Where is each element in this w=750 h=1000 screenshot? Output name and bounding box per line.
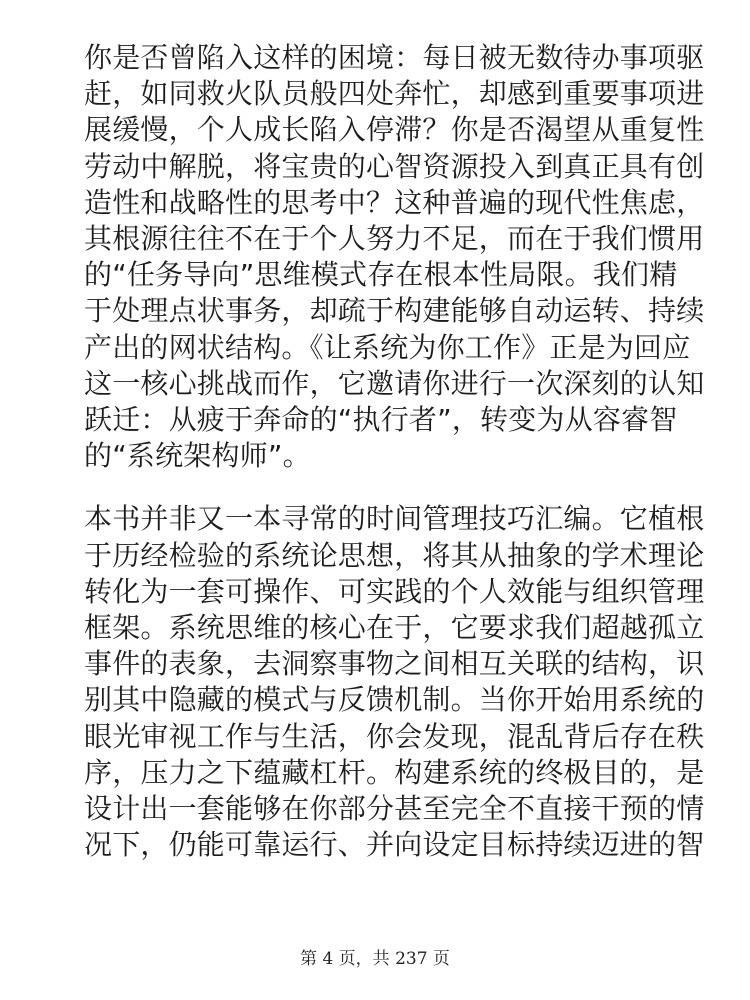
text-line: 设计出一套能够在你部分甚至完全不直接干预的情 (84, 792, 705, 826)
text-line: 你是否曾陷入这样的困境：每日被无数待办事项驱 (84, 41, 705, 74)
text-line: 的“任务导向”思维模式存在根本性局限。我们精 (84, 258, 678, 292)
text-line: 况下，仍能可靠运行、并向设定目标持续迈进的智 (84, 828, 705, 862)
paragraph-gap (84, 474, 690, 501)
text-line: 眼光审视工作与生活，你会发现，混乱背后存在秩 (84, 719, 705, 753)
paragraph-2 (84, 501, 705, 863)
text-line: 事件的表象，去洞察事物之间相互关联的结构，识 (84, 647, 705, 681)
page-number-footer: 第 4 页，共 237 页 (300, 949, 450, 969)
text-line: 框架。系统思维的核心在于，它要求我们超越孤立 (84, 611, 705, 645)
text-line: 序，压力之下蕴藏杠杆。构建系统的终极目的，是 (84, 755, 705, 789)
paragraph-1 (84, 40, 705, 474)
text-line: 造性和战略性的思考中？这种普遍的现代性焦虑， (84, 185, 705, 219)
text-line: 的“系统架构师”。 (84, 439, 311, 473)
text-line: 赶，如同救火队员般四处奔忙，却感到重要事项进 (84, 77, 705, 111)
text-line: 转化为一套可操作、可实践的个人效能与组织管理 (84, 574, 705, 608)
text-line: 于历经检验的系统论思想，将其从抽象的学术理论 (84, 538, 705, 572)
text-line: 别其中隐藏的模式与反馈机制。当你开始用系统的 (84, 683, 705, 717)
text-line: 展缓慢，个人成长陷入停滞？你是否渴望从重复性 (84, 113, 705, 147)
text-line: 本书并非又一本寻常的时间管理技巧汇编。它植根 (84, 502, 705, 536)
text-line: 劳动中解脱，将宝贵的心智资源投入到真正具有创 (84, 149, 705, 183)
text-line: 产出的网状结构。《让系统为你工作》正是为回应 (84, 330, 691, 364)
text-line: 其根源往往不在于个人努力不足，而在于我们惯用 (84, 222, 705, 256)
text-line: 这一核心挑战而作，它邀请你进行一次深刻的认知 (84, 366, 705, 400)
text-line: 跃迁：从疲于奔命的“执行者”，转变为从容睿智 (84, 403, 678, 437)
text-line: 于处理点状事务，却疏于构建能够自动运转、持续 (84, 294, 705, 328)
